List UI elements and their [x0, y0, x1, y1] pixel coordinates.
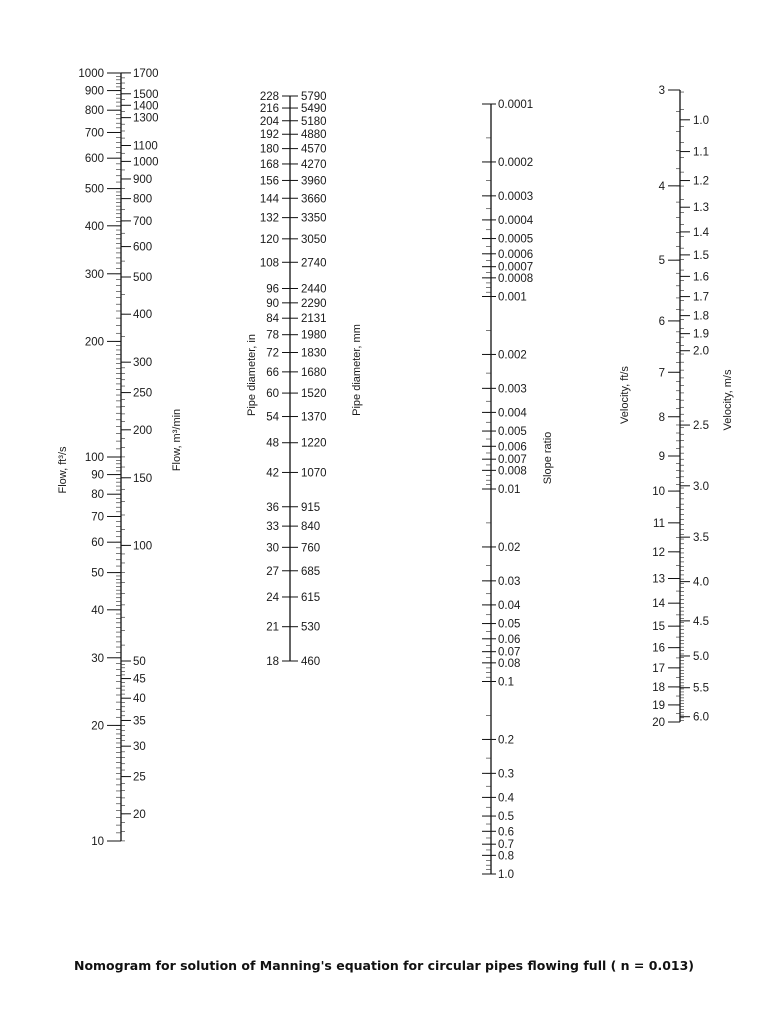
velocity-fts-tick-label: 5 [658, 255, 665, 268]
diameter-mm-tick-label: 5790 [301, 91, 327, 103]
flow-m3min-tick-label: 250 [133, 387, 153, 400]
slope-tick-label: 0.8 [498, 850, 514, 863]
slope-tick-label: 0.5 [498, 811, 514, 824]
flow-ft3s-tick-label: 30 [91, 652, 104, 665]
velocity-fts-tick-label: 15 [652, 621, 665, 634]
flow-m3min-tick-label: 1700 [133, 67, 159, 80]
flow-ft3s-tick-label: 70 [91, 511, 104, 524]
slope-tick-label: 0.01 [498, 484, 521, 496]
velocity-fts-tick-label: 12 [652, 546, 665, 559]
slope-tick-label: 0.008 [498, 465, 527, 478]
flow-ft3s-tick-label: 40 [91, 604, 104, 617]
flow-m3min-tick-label: 1300 [133, 112, 159, 125]
diameter-mm-tick-label: 3660 [301, 193, 327, 206]
velocity-ms-axis-label: Velocity, m/s [722, 369, 734, 431]
flow-ft3s-tick-label: 600 [84, 153, 104, 166]
flow-m3min-tick-label: 50 [133, 655, 146, 668]
slope-tick-label: 0.6 [498, 826, 514, 839]
flow-m3min-tick-label: 1400 [133, 100, 159, 113]
velocity-ms-tick-label: 1.5 [693, 249, 709, 262]
flow-ft3s-tick-label: 700 [84, 127, 104, 140]
slope-tick-label: 0.4 [498, 792, 514, 805]
velocity-ms-tick-label: 6.0 [693, 711, 709, 724]
velocity-ms-tick-label: 1.6 [693, 271, 709, 284]
diameter-mm-tick-label: 460 [301, 656, 321, 668]
slope-tick-label: 0.05 [498, 618, 521, 631]
flow-m3min-tick-label: 700 [133, 215, 153, 228]
flow-m3min-tick-label: 1000 [133, 156, 159, 169]
diameter-mm-tick-label: 685 [301, 565, 321, 578]
flow-ft3s-tick-label: 800 [84, 105, 104, 118]
flow-m3min-axis-label: Flow, m³/min [171, 408, 183, 472]
velocity-fts-tick-label: 13 [652, 573, 665, 586]
slope-tick-label: 0.0007 [498, 261, 534, 274]
flow-ft3s-tick-label: 200 [84, 336, 104, 349]
slope-tick-label: 0.0003 [498, 190, 534, 203]
velocity-fts-tick-label: 11 [653, 517, 665, 530]
velocity-ms-tick-label: 5.0 [693, 650, 709, 663]
velocity-ms-tick-label: 1.1 [693, 146, 709, 159]
diameter-in-tick-label: 120 [259, 233, 279, 246]
flow-ft3s-tick-label: 1000 [78, 68, 104, 80]
slope-tick-label: 0.001 [498, 291, 527, 304]
diameter-mm-tick-label: 2440 [301, 283, 327, 296]
flow-m3min-tick-label: 400 [133, 309, 153, 322]
diameter-in-tick-label: 27 [266, 565, 279, 578]
slope-tick-label: 1.0 [498, 869, 514, 881]
flow-m3min-tick-label: 25 [133, 771, 146, 784]
diameter-mm-tick-label: 2290 [301, 297, 327, 310]
slope-tick-label: 0.0004 [498, 214, 534, 227]
velocity-ms-tick-label: 1.8 [693, 310, 709, 323]
slope-axis-label: Slope ratio [542, 431, 554, 485]
diameter-in-tick-label: 204 [259, 115, 279, 128]
diameter-in-tick-label: 156 [259, 175, 279, 188]
flow-m3min-tick-label: 30 [133, 741, 146, 754]
velocity-fts-tick-label: 19 [652, 699, 665, 712]
chart-caption: Nomogram for solution of Manning's equation for circular pipes flowing full ( n = 0.013) [73, 958, 695, 973]
diameter-in-tick-label: 108 [259, 257, 279, 270]
diameter-mm-tick-label: 1830 [301, 347, 327, 360]
flow-ft3s-tick-label: 60 [91, 537, 104, 550]
flow-m3min-tick-label: 150 [133, 472, 153, 485]
flow-ft3s-tick-label: 900 [84, 85, 104, 98]
diameter-in-tick-label: 21 [266, 621, 279, 634]
diameter-mm-tick-label: 5490 [301, 103, 327, 116]
diameter-mm-tick-label: 3960 [301, 175, 327, 188]
diameter-in-tick-label: 54 [266, 411, 279, 424]
velocity-fts-tick-label: 3 [658, 85, 665, 97]
diameter-mm-tick-label: 3050 [301, 233, 327, 246]
velocity-ms-tick-label: 4.0 [693, 576, 709, 589]
velocity-fts-tick-label: 4 [658, 180, 665, 193]
slope-tick-label: 0.0002 [498, 156, 534, 169]
velocity-fts-tick-label: 17 [652, 662, 665, 675]
diameter-mm-tick-label: 1070 [301, 467, 327, 480]
diameter-mm-tick-label: 2740 [301, 257, 327, 270]
diameter-mm-tick-label: 1980 [301, 329, 327, 342]
diameter-in-tick-label: 42 [266, 467, 279, 480]
slope-tick-label: 0.003 [498, 383, 527, 396]
velocity-fts-tick-label: 10 [652, 486, 665, 499]
slope-tick-label: 0.002 [498, 349, 527, 362]
diameter-mm-tick-label: 1520 [301, 388, 327, 401]
velocity-ms-tick-label: 1.3 [693, 202, 709, 215]
flow-ft3s-tick-label: 90 [91, 469, 104, 482]
diameter-mm-tick-label: 840 [301, 521, 321, 534]
diameter-in-tick-label: 180 [259, 143, 279, 156]
slope-tick-label: 0.006 [498, 441, 527, 454]
velocity-ms-tick-label: 3.5 [693, 532, 709, 545]
velocity-fts-tick-label: 20 [652, 717, 665, 729]
flow-m3min-tick-label: 800 [133, 193, 153, 206]
flow-m3min-tick-label: 45 [133, 673, 146, 686]
slope-tick-label: 0.2 [498, 734, 514, 747]
velocity-ms-tick-label: 1.4 [693, 226, 709, 239]
slope-tick-label: 0.07 [498, 646, 521, 659]
slope-tick-label: 0.7 [498, 839, 514, 852]
diameter-in-tick-label: 144 [259, 193, 279, 206]
flow-ft3s-tick-label: 400 [84, 220, 104, 233]
diameter-in-tick-label: 30 [266, 542, 279, 555]
diameter-in-tick-label: 66 [266, 366, 279, 379]
velocity-fts-tick-label: 7 [658, 367, 665, 380]
diameter-in-tick-label: 60 [266, 388, 279, 401]
slope-tick-label: 0.004 [498, 407, 527, 420]
diameter-in-tick-label: 24 [266, 591, 279, 604]
velocity-fts-tick-label: 16 [652, 642, 665, 655]
flow-m3min-tick-label: 1500 [133, 88, 159, 101]
diameter-in-tick-label: 48 [266, 437, 279, 450]
slope-tick-label: 0.3 [498, 768, 514, 781]
slope-tick-label: 0.06 [498, 633, 521, 646]
diameter-mm-tick-label: 4880 [301, 129, 327, 142]
flow-ft3s-tick-label: 500 [84, 183, 104, 196]
slope-tick-label: 0.03 [498, 575, 521, 588]
diameter-mm-tick-label: 1370 [301, 411, 327, 424]
slope-tick-label: 0.007 [498, 454, 527, 467]
velocity-fts-axis-label: Velocity, ft/s [619, 366, 631, 424]
flow-ft3s-tick-label: 100 [84, 452, 104, 464]
diameter-in-tick-label: 168 [259, 158, 279, 171]
slope-tick-label: 0.0008 [498, 272, 534, 285]
diameter-in-tick-label: 192 [259, 129, 279, 142]
diameter-in-tick-label: 78 [266, 329, 279, 342]
slope-tick-label: 0.08 [498, 657, 521, 670]
flow-m3min-tick-label: 35 [133, 715, 146, 728]
flow-ft3s-tick-label: 50 [91, 567, 104, 580]
flow-m3min-tick-label: 900 [133, 173, 153, 186]
velocity-ms-tick-label: 2.5 [693, 420, 709, 433]
slope-tick-label: 0.0001 [498, 99, 534, 111]
flow-m3min-tick-label: 40 [133, 693, 146, 706]
velocity-fts-tick-label: 14 [652, 598, 665, 611]
diameter-mm-tick-label: 3350 [301, 212, 327, 225]
slope-tick-label: 0.0005 [498, 233, 534, 246]
diameter-mm-tick-label: 4270 [301, 158, 327, 171]
velocity-fts-tick-label: 9 [658, 450, 665, 463]
flow-m3min-tick-label: 20 [133, 808, 146, 821]
diameter-in-tick-label: 72 [266, 347, 279, 360]
diameter-mm-tick-label: 2131 [301, 313, 327, 326]
diameter-in-tick-label: 90 [266, 297, 279, 310]
diameter-mm-tick-label: 5180 [301, 115, 327, 128]
velocity-fts-tick-label: 8 [658, 411, 665, 424]
slope-tick-label: 0.1 [498, 676, 514, 689]
flow-ft3s-tick-label: 80 [91, 489, 104, 502]
velocity-ms-tick-label: 2.0 [693, 345, 709, 358]
diameter-in-tick-label: 84 [266, 313, 279, 326]
diameter-mm-tick-label: 760 [301, 542, 321, 555]
velocity-ms-tick-label: 4.5 [693, 615, 709, 628]
flow-m3min-tick-label: 200 [133, 424, 153, 437]
slope-tick-label: 0.02 [498, 541, 521, 554]
flow-ft3s-axis-label: Flow, ft³/s [57, 446, 69, 494]
flow-m3min-tick-label: 1100 [133, 140, 158, 153]
diameter-in-tick-label: 18 [266, 656, 279, 668]
diameter-in-tick-label: 216 [259, 103, 279, 116]
diameter-mm-tick-label: 915 [301, 501, 321, 514]
diameter-mm-tick-label: 530 [301, 621, 321, 634]
diameter-mm-tick-label: 1680 [301, 366, 327, 379]
diameter-in-tick-label: 36 [266, 501, 279, 514]
flow-m3min-tick-label: 600 [133, 241, 153, 254]
diameter-in-tick-label: 96 [266, 283, 279, 296]
flow-m3min-tick-label: 300 [133, 357, 153, 370]
velocity-fts-tick-label: 18 [652, 681, 665, 694]
diameter-in-tick-label: 132 [259, 212, 279, 225]
diameter-mm-tick-label: 615 [301, 591, 321, 604]
flow-m3min-tick-label: 100 [133, 540, 153, 553]
slope-tick-label: 0.04 [498, 599, 521, 612]
velocity-ms-tick-label: 1.7 [693, 291, 709, 304]
diameter-in-tick-label: 33 [266, 521, 279, 534]
slope-tick-label: 0.0006 [498, 248, 534, 261]
diameter-mm-tick-label: 4570 [301, 143, 327, 156]
velocity-ms-tick-label: 1.9 [693, 328, 709, 341]
diameter-in-tick-label: 228 [259, 91, 279, 103]
flow-ft3s-tick-label: 10 [91, 836, 104, 848]
slope-tick-label: 0.005 [498, 426, 527, 439]
velocity-ms-tick-label: 5.5 [693, 682, 709, 695]
flow-ft3s-tick-label: 20 [91, 720, 104, 733]
diameter-in-axis-label: Pipe diameter, in [246, 334, 258, 416]
velocity-ms-tick-label: 3.0 [693, 480, 709, 493]
diameter-mm-tick-label: 1220 [301, 437, 327, 450]
velocity-ms-tick-label: 1.2 [693, 175, 709, 188]
velocity-ms-tick-label: 1.0 [693, 114, 709, 127]
velocity-fts-tick-label: 6 [658, 315, 665, 328]
diameter-mm-axis-label: Pipe diameter, mm [351, 324, 363, 416]
flow-m3min-tick-label: 500 [133, 271, 153, 284]
flow-ft3s-tick-label: 300 [84, 268, 104, 281]
